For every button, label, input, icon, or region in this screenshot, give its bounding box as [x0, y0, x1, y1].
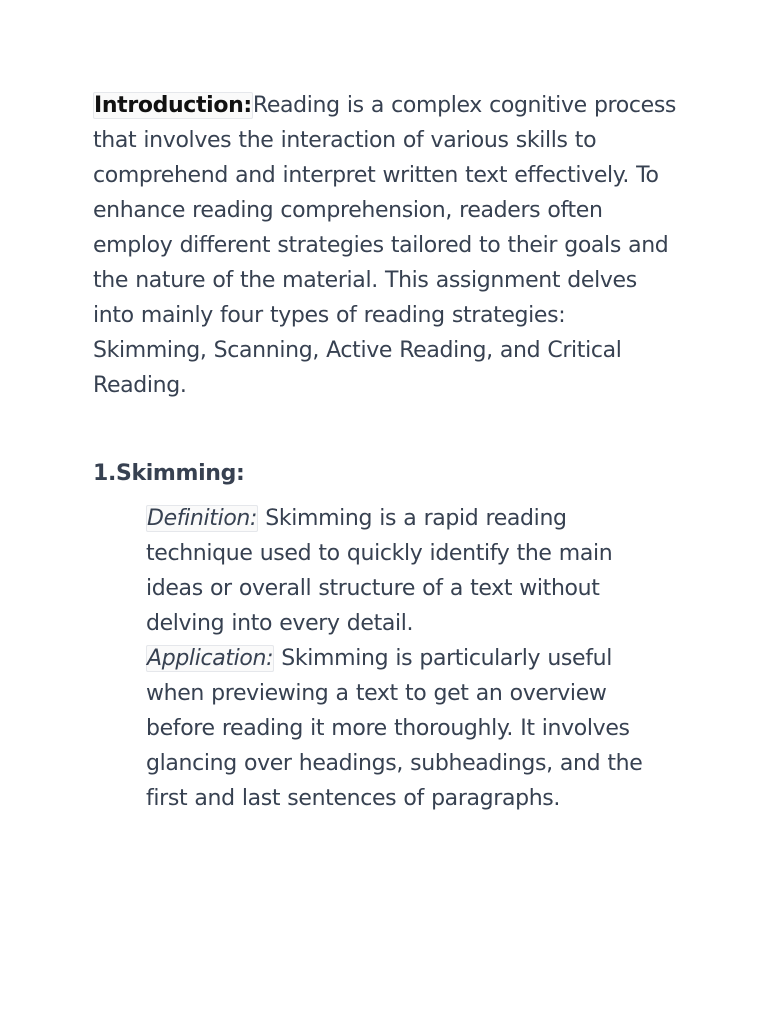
definition-label[interactable]: Definition: — [147, 506, 258, 531]
application-label[interactable]: Application: — [147, 646, 274, 671]
document-page — [93, 88, 678, 816]
skimming-section-body — [146, 501, 676, 816]
application-text: Skimming is particularly useful when previewing a text to get an overview before reading it more thoroughly. It involves glancing over headings, subheadings, and the first and last sentences of paragraphs. — [146, 646, 643, 811]
introduction-text: Reading is a complex cognitive process that involves the interaction of various skills to comprehend and interpret written text effectively. To enhance reading comprehension, readers often employ different strategies tailored to their goals and the nature of the material. This assignment delves into mainly four types of reading strategies: Skimming, Scanning, Active Reading, and Critical Reading. — [93, 93, 677, 398]
skimming-heading: 1.Skimming: — [93, 461, 245, 486]
skimming-definition — [146, 501, 676, 641]
skimming-application — [146, 641, 676, 816]
introduction-label[interactable]: Introduction: — [94, 93, 252, 118]
definition-text: Skimming is a rapid reading technique used to quickly identify the main ideas or overall structure of a text without delving into every detail. — [146, 506, 613, 636]
introduction-paragraph — [93, 88, 678, 403]
